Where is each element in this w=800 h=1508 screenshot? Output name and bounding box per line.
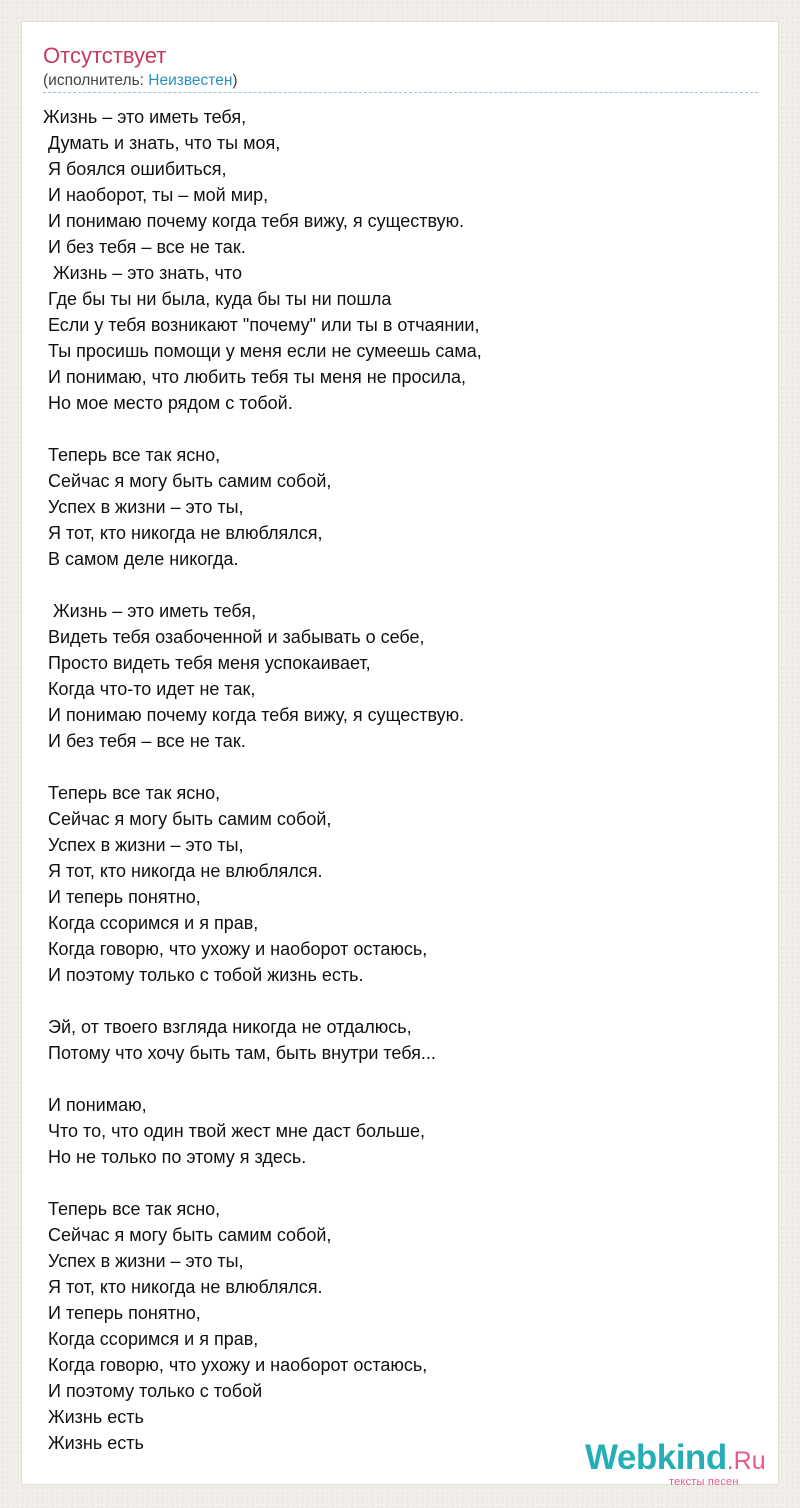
- lyric-line: Где бы ты ни была, куда бы ты ни пошла: [43, 289, 392, 309]
- lyric-line: Успех в жизни – это ты,: [43, 835, 244, 855]
- lyric-line: Но мое место рядом с тобой.: [43, 393, 293, 413]
- lyric-line: Когда ссоримся и я прав,: [43, 913, 259, 933]
- lyric-line: И понимаю почему когда тебя вижу, я существую.: [43, 705, 465, 725]
- webkind-logo[interactable]: [585, 1438, 780, 1488]
- lyric-line: Жизнь – это иметь тебя,: [43, 601, 257, 621]
- lyric-line: Что то, что один твой жест мне даст больше,: [43, 1121, 425, 1141]
- lyric-line: И без тебя – все не так.: [43, 237, 246, 257]
- lyric-line: И понимаю, что любить тебя ты меня не просила,: [43, 367, 467, 387]
- lyric-line: В самом деле никогда.: [43, 549, 239, 569]
- lyric-line: И без тебя – все не так.: [43, 731, 246, 751]
- lyric-line: Теперь все так ясно,: [43, 445, 221, 465]
- lyric-line: Я боялся ошибиться,: [43, 159, 227, 179]
- song-title: Отсутствует: [43, 43, 167, 68]
- lyric-blank-line: [43, 754, 763, 780]
- lyric-line: Просто видеть тебя меня успокаивает,: [43, 653, 371, 673]
- artist-link[interactable]: Неизвестен: [148, 72, 233, 89]
- lyric-line: И наоборот, ты – мой мир,: [43, 185, 269, 205]
- lyric-line: Успех в жизни – это ты,: [43, 1251, 244, 1271]
- lyric-line: Когда что-то идет не так,: [43, 679, 256, 699]
- lyric-blank-line: [43, 572, 763, 598]
- logo-main-text: Webkind: [585, 1438, 727, 1477]
- lyric-line: Я тот, кто никогда не влюблялся.: [43, 861, 323, 881]
- lyric-line: И поэтому только с тобой: [43, 1381, 263, 1401]
- lyric-line: Жизнь – это иметь тебя,: [43, 107, 247, 127]
- lyric-line: Сейчас я могу быть самим собой,: [43, 471, 332, 491]
- lyric-blank-line: [43, 1066, 763, 1092]
- lyric-line: Теперь все так ясно,: [43, 783, 221, 803]
- lyric-line: И теперь понятно,: [43, 1303, 201, 1323]
- lyric-line: Теперь все так ясно,: [43, 1199, 221, 1219]
- logo-wordmark: [585, 1438, 766, 1481]
- lyric-line: Ты просишь помощи у меня если не сумеешь сама,: [43, 341, 482, 361]
- lyric-line: Если у тебя возникают "почему" или ты в отчаянии,: [43, 315, 480, 335]
- lyric-line: Думать и знать, что ты моя,: [43, 133, 281, 153]
- lyric-line: Жизнь – это знать, что: [43, 263, 242, 283]
- lyric-line: Потому что хочу быть там, быть внутри тебя...: [43, 1043, 436, 1063]
- lyric-line: Но не только по этому я здесь.: [43, 1147, 307, 1167]
- artist-suffix: ): [232, 72, 238, 89]
- lyric-line: Я тот, кто никогда не влюблялся,: [43, 523, 323, 543]
- lyric-line: Когда ссоримся и я прав,: [43, 1329, 259, 1349]
- lyric-line: Сейчас я могу быть самим собой,: [43, 809, 332, 829]
- lyric-line: Видеть тебя озабоченной и забывать о себе,: [43, 627, 425, 647]
- lyric-line: Жизнь есть: [43, 1433, 144, 1453]
- lyric-line: И поэтому только с тобой жизнь есть.: [43, 965, 364, 985]
- logo-domain-text: .Ru: [726, 1447, 766, 1475]
- lyric-line: Эй, от твоего взгляда никогда не отдалюсь,: [43, 1017, 412, 1037]
- artist-prefix: (исполнитель:: [43, 72, 149, 89]
- lyric-line: Успех в жизни – это ты,: [43, 497, 244, 517]
- title-divider: [43, 92, 758, 93]
- lyric-line: Когда говорю, что ухожу и наоборот остаюсь,: [43, 1355, 428, 1375]
- lyric-line: Жизнь есть: [43, 1407, 144, 1427]
- lyric-line: И понимаю,: [43, 1095, 147, 1115]
- lyric-line: И понимаю почему когда тебя вижу, я существую.: [43, 211, 465, 231]
- logo-tagline: тексты песен: [669, 1476, 739, 1488]
- lyric-line: Я тот, кто никогда не влюблялся.: [43, 1277, 323, 1297]
- lyric-line: И теперь понятно,: [43, 887, 201, 907]
- lyric-blank-line: [43, 1170, 763, 1196]
- lyrics-card: [22, 22, 778, 1488]
- lyric-blank-line: [43, 416, 763, 442]
- lyrics-text: [43, 104, 763, 1456]
- lyric-line: Сейчас я могу быть самим собой,: [43, 1225, 332, 1245]
- lyric-line: Когда говорю, что ухожу и наоборот остаюсь,: [43, 939, 428, 959]
- artist-line: [43, 71, 238, 91]
- lyric-blank-line: [43, 988, 763, 1014]
